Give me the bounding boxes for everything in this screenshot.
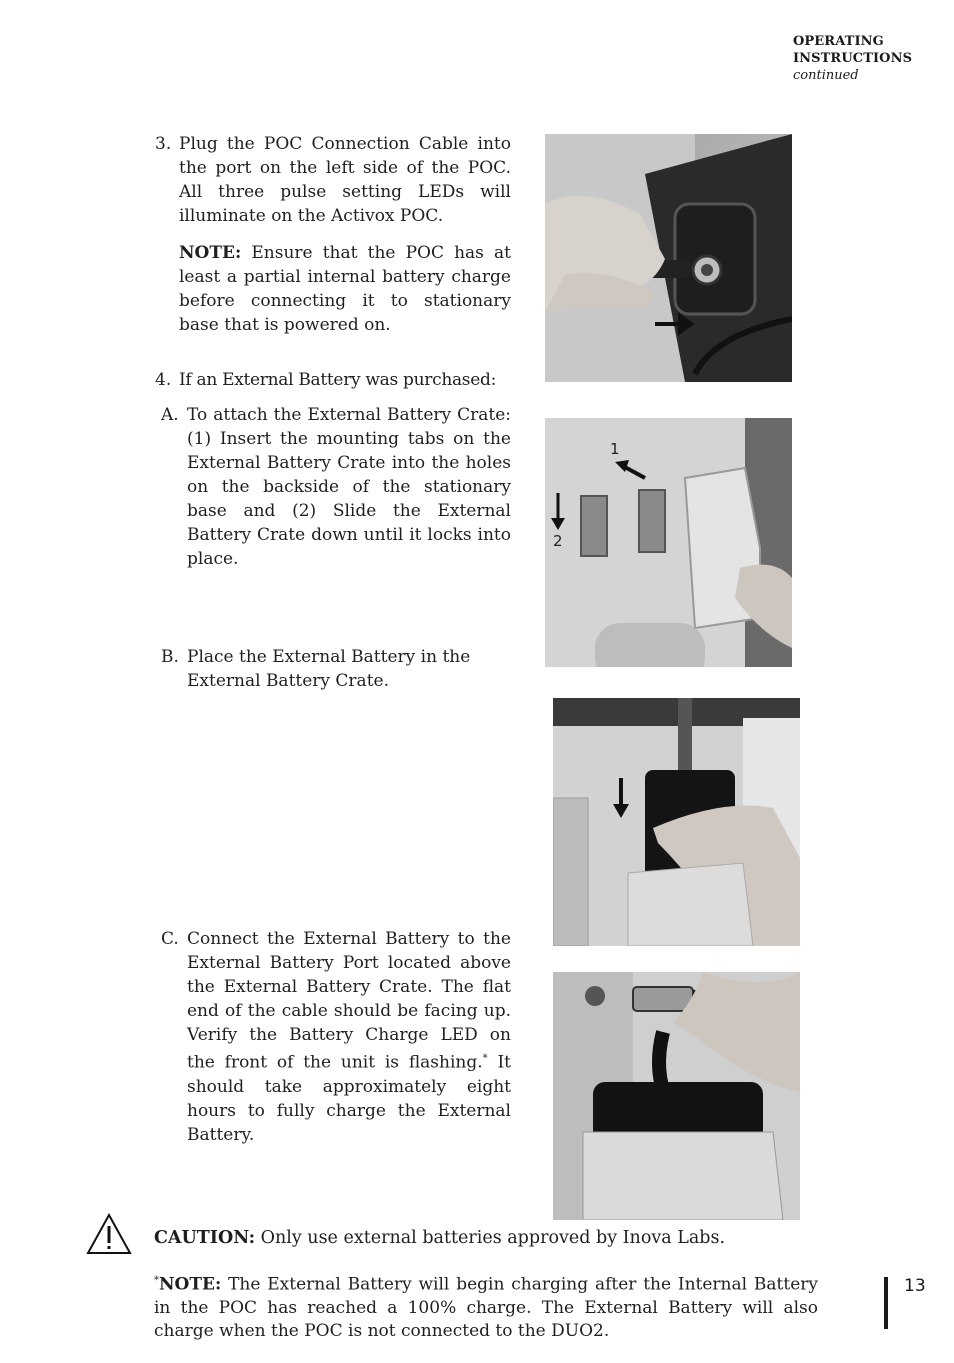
- header-line-2: INSTRUCTIONS: [793, 51, 913, 66]
- step4c-footnote-mark: *: [482, 1053, 488, 1064]
- photo-battery-crate-attach: [545, 418, 792, 667]
- footnote-label: NOTE:: [159, 1274, 222, 1295]
- figure2-label-1: 1: [610, 440, 620, 458]
- header-line-1: OPERATING: [793, 34, 884, 49]
- step4-text: If an External Battery was purchased:: [179, 370, 496, 390]
- figure2-label-2: 2: [553, 532, 563, 550]
- step3-number: 3.: [155, 134, 172, 154]
- warning-icon: [86, 1213, 132, 1255]
- photo-connect-battery-cable: [553, 972, 800, 1220]
- footnote-text: The External Battery will begin charging after the Internal Battery in the POC has reached a 100% charge. The External Battery will also charge when the POC is not connected to the DUO2.: [154, 1274, 818, 1341]
- step4c-text: [187, 927, 511, 1147]
- page-number: 13: [904, 1276, 926, 1296]
- caution-body: Only use external batteries approved by Inova Labs.: [260, 1228, 726, 1248]
- step4c-text-part1: Connect the External Battery to the External Battery Port located above the External Battery Crate. The flat end of the cable should be facing up. Verify the Battery Charge LED on the front of the unit is flashing.: [187, 929, 511, 1073]
- caution-label: CAUTION:: [154, 1228, 256, 1248]
- step4b-label: B.: [161, 647, 179, 667]
- photo-poc-connection-cable: [545, 134, 792, 382]
- step3-text: Plug the POC Connection Cable into the port on the left side of the POC. All three pulse setting LEDs will illuminate on the Activox POC.: [179, 134, 511, 226]
- caution-text: [154, 1226, 854, 1250]
- step3-note: [179, 241, 511, 337]
- step4a-label: A.: [161, 405, 179, 425]
- footnote-mark: *: [154, 1275, 159, 1286]
- page-header: [793, 33, 943, 84]
- step4a-text: To attach the External Battery Crate: (1) Insert the mounting tabs on the External Battery Crate into the holes on the backside of the stationary base and (2) Slide the External Battery Crate down until it locks into place.: [187, 405, 511, 569]
- step3-note-text: Ensure that the POC has at least a partial internal battery charge before connecting it to stationary base that is powered on.: [179, 243, 512, 335]
- photo-place-battery: [553, 698, 800, 946]
- step4c-text-part2: It should take approximately eight hours to fully charge the External Battery.: [187, 1052, 511, 1145]
- step3-note-label: NOTE:: [179, 243, 242, 263]
- page-number-bar: [884, 1277, 888, 1329]
- footnote: [154, 1269, 818, 1343]
- header-continued: continued: [793, 68, 859, 83]
- step4c-label: C.: [161, 929, 179, 949]
- step4-number: 4.: [155, 370, 172, 390]
- step4b-text: Place the External Battery in the External Battery Crate.: [187, 647, 471, 691]
